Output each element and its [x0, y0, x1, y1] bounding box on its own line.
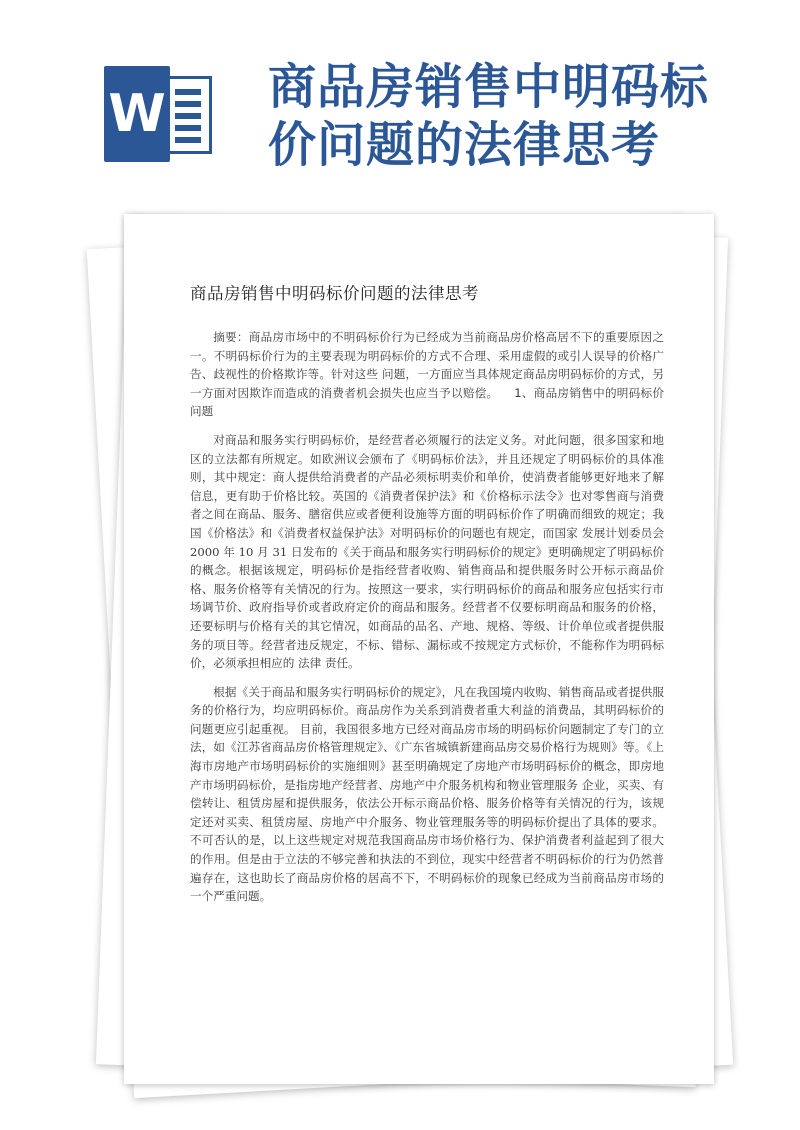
document-title: 商品房销售中明码标价问题的法律思考 [190, 284, 479, 303]
abstract-paragraph [190, 328, 664, 421]
body-paragraph: 对商品和服务实行明码标价，是经营者必须履行的法定义务。对此问题，很多国家和地区的立法都有所规定。如欧洲议会颁布了《明码标价法》，并且还规定了明码标价的具体准则，其中规定：商人提供给消费者的产品必须标明卖价和单价，使消费者能够更好地来了解信息，更有助于价格比较。英国的《消费者保护法》和《价格标示法令》也对零售商与消费者之间在商品、服务、膳宿供应或者便利设施等方面的明码标价作了明确而细致的规定；我国《价格法》和《消费者权益保护法》对明码标价的问题也有规定，而国家 发展计划委员会 2000 年 10 月 31 日发布的《关于商品和服务实行明码标价的规定》更明确规定了明码标价的概念。根据该规定，明码标价是指经营者收购、销售商品和提供服务时公开标示商品价格、服务价格等有关情况的行为。按照这一要求，实行明码标价的商品和服务应包括实行市场调节价、政府指导价或者政府定价的商品和服务。经营者不仅要标明商品和服务的价格，还要标明与价格有关的其它情况，如商品的品名、产地、规格、等级、计价单位或者提供服务的项目等。经营者违反规定，不标、错标、漏标或不按规定方式标价，不能称作为明码标价，必须承担相应的 法律 责任。 [190, 432, 664, 671]
document-body [190, 282, 664, 916]
banner-title: 商品房销售中明码标价问题的法律思考 [268, 59, 710, 173]
body-paragraph: 根据《关于商品和服务实行明码标价的规定》，凡在我国境内收购、销售商品或者提供服务的价格行为，均应明码标价。商品房作为关系到消费者重大利益的消费品，其明码标价的问题更应引起重视。 目前，我国很多地方已经对商品房市场的明码标价问题制定了专门的立法，如《江苏省商品房价格管理规定》、《广东省城镇新建商品房交易价格行为规则》等。《上海市房地产市场明码标价的实施细则》甚至明确规定了房地产市场明码标价的概念，即房地产市场明码标价，是指房地产经营者、房地产中介服务机构和物业管理服务 企业，买卖、有偿转让、租赁房屋和提供服务，依法公开标示商品价格、服务价格等有关情况的行为，该规定还对买卖、租赁房屋、房地产中介服务、物业管理服务等的明码标价提出了具体的要求。不可否认的是，以上这些规定对规范我国商品房市场价格行为、保护消费者利益起到了很大的作用。但是由于立法的不够完善和执法的不到位，现实中经营者不明码标价的行为仍然普遍存在，这也助长了商品房价格的居高不下，不明码标价的现象已经成为当前商品房市场的一个严重问题。 [190, 684, 664, 904]
word-letter-badge: W [104, 66, 170, 162]
word-doc-icon [104, 66, 214, 162]
abstract-text: 摘要：商品房市场中的不明码标价行为已经成为当前商品房价格高居不下的重要原因之一。不明码标价行为的主要表现为明码标价的方式不合理、采用虚假的或引人误导的价格广告、歧视性的价格欺诈等。针对这些 问题，一方面应当具体规定商品房明码标价的方式，另一方面对因欺诈而造成的消费者机会损失也应当予以赔偿。 [190, 330, 664, 400]
section-heading: 1、商品房销售中的明码标价问题 [190, 385, 664, 419]
